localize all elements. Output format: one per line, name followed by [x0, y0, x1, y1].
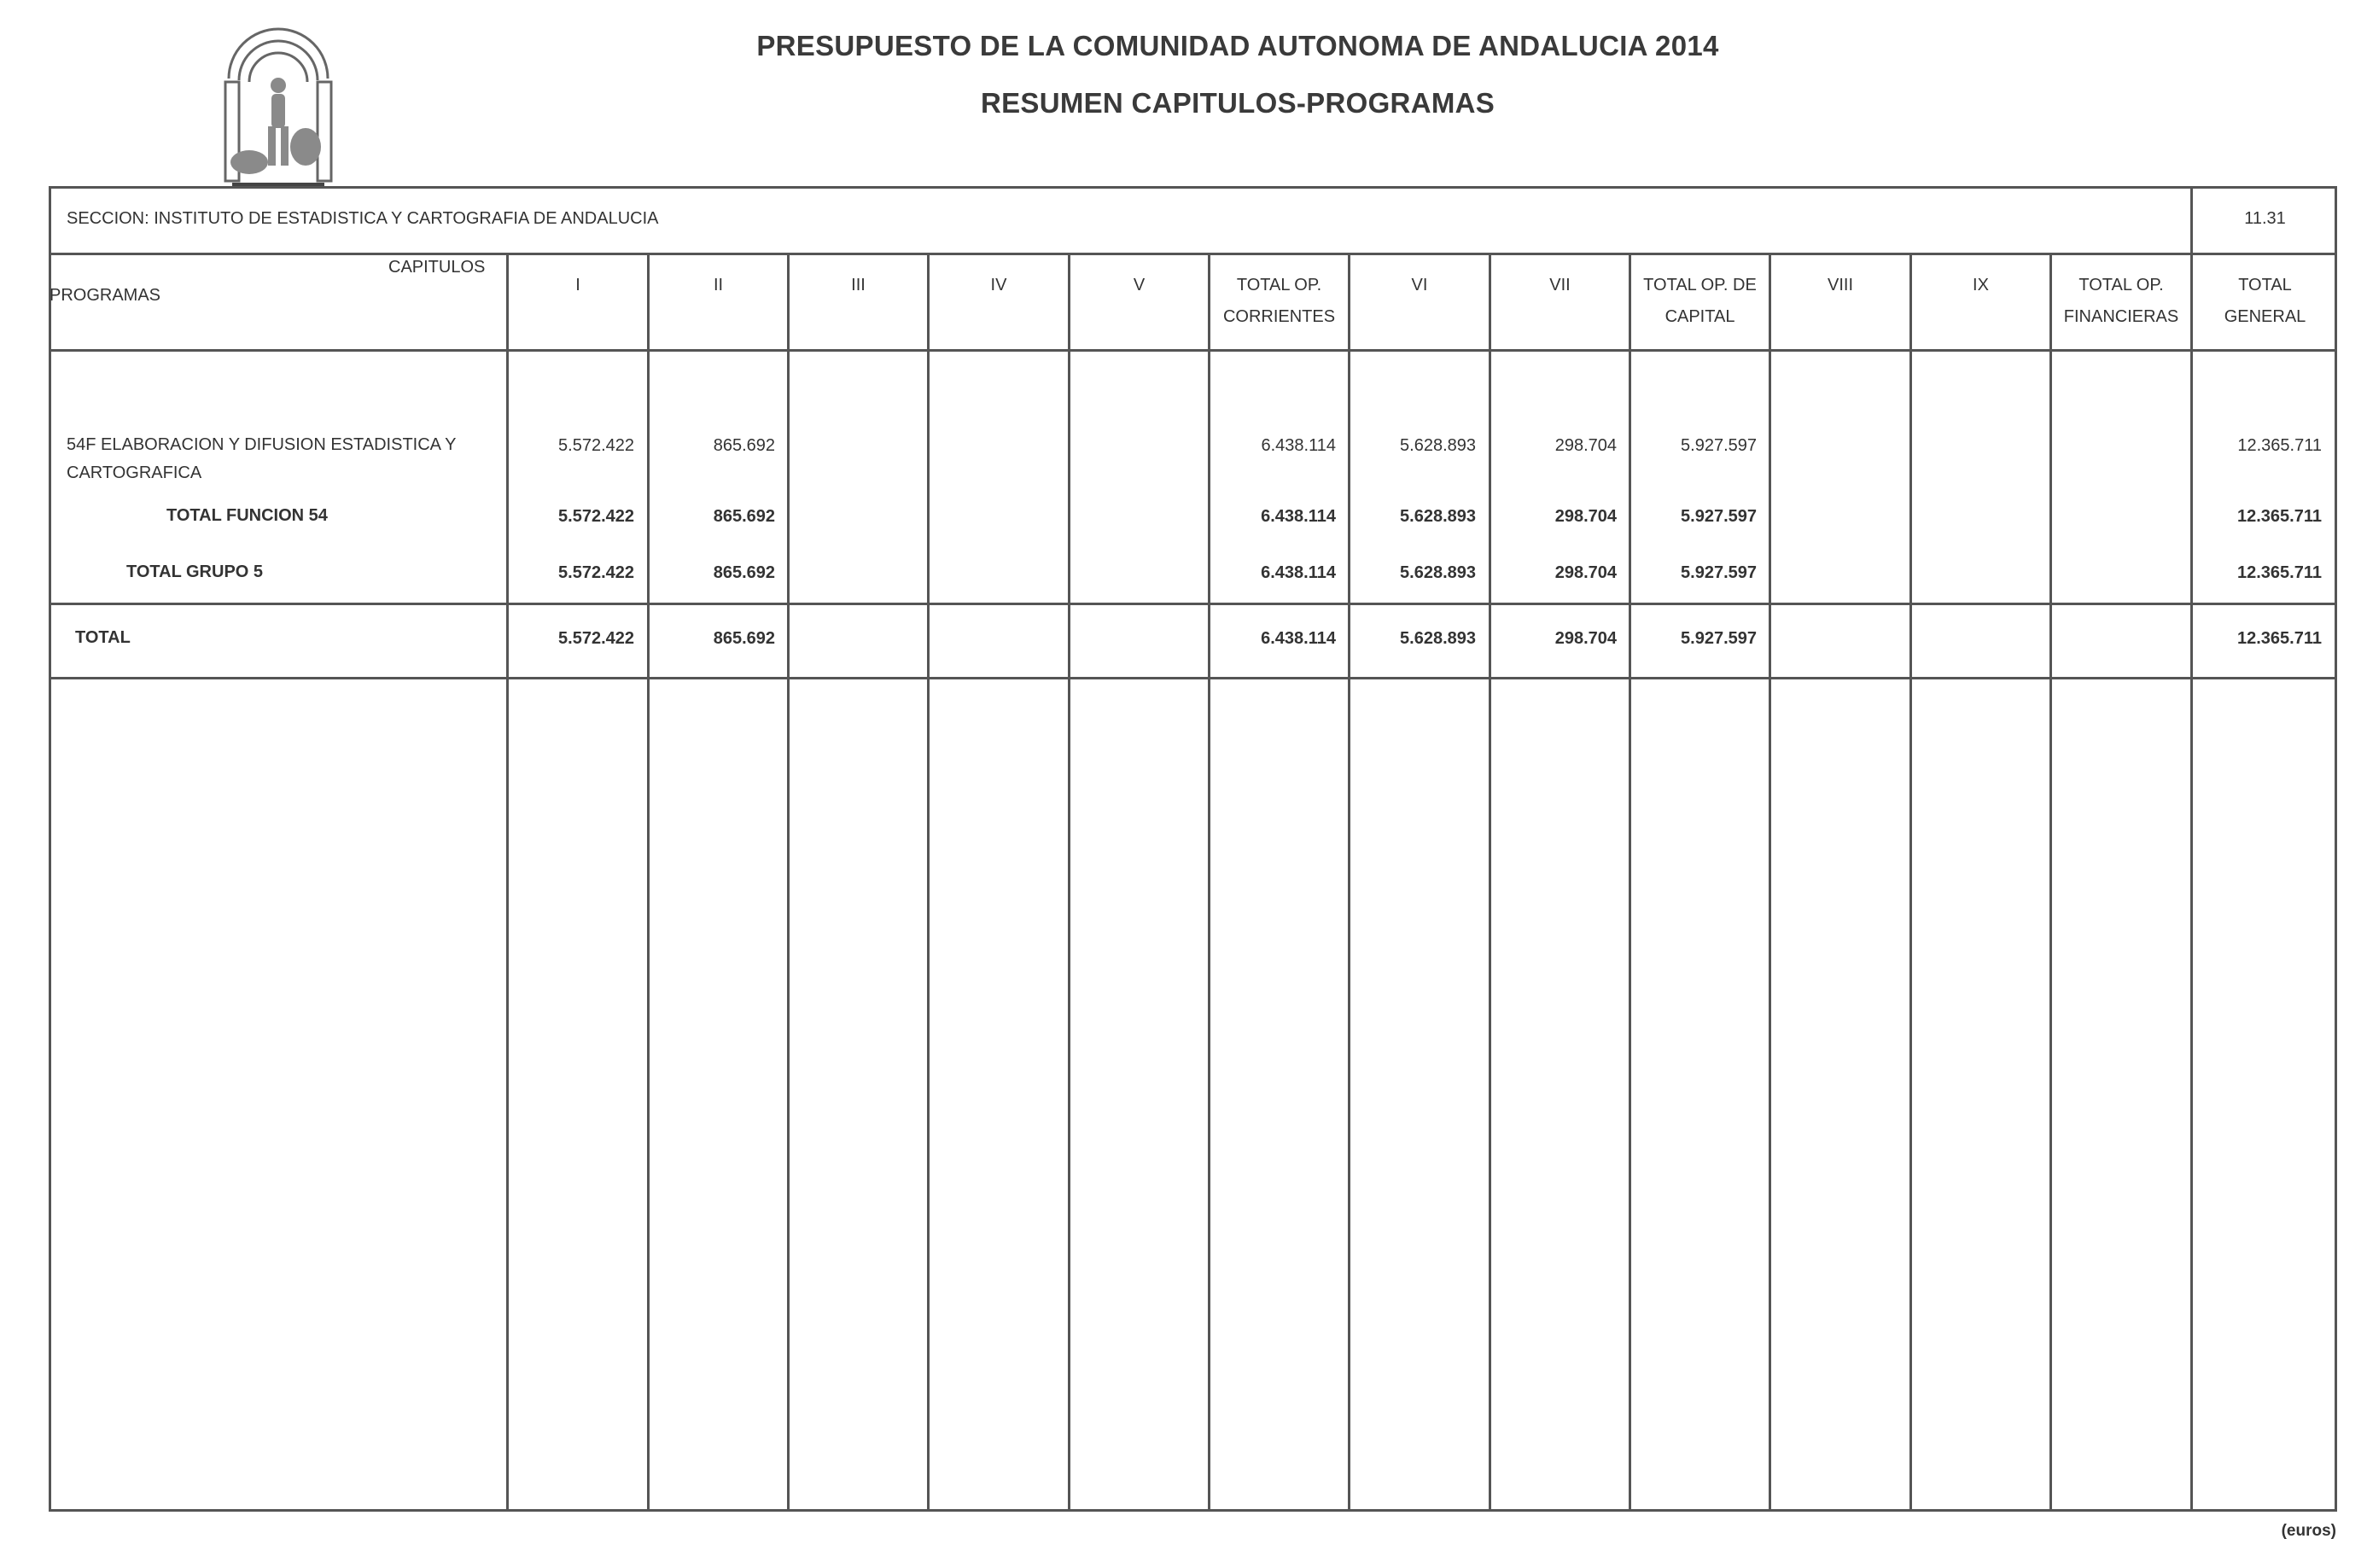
- column-header-viii: VIII: [1827, 276, 1853, 294]
- column-divider: [787, 253, 790, 1512]
- column-divider: [927, 253, 930, 1512]
- cell-program-54f-ii: 865.692: [713, 436, 775, 455]
- column-header-total-op-financieras: TOTAL OP. FINANCIERAS: [2063, 276, 2179, 326]
- column-header-v: V: [1133, 276, 1146, 294]
- total-row-top-divider: [49, 603, 2337, 605]
- section-label: SECCION: INSTITUTO DE ESTADISTICA Y CARTOGRAFIA DE ANDALUCIA: [67, 209, 659, 228]
- cell-total-grupo-vi: 5.628.893: [1400, 563, 1476, 582]
- cell-program-54f-i: 5.572.422: [558, 436, 634, 455]
- column-header-i: I: [575, 276, 580, 294]
- cell-total-funcion-ii: 865.692: [713, 507, 775, 526]
- cell-total-funcion-total-general: 12.365.711: [2237, 507, 2322, 526]
- cell-total-ii: 865.692: [713, 629, 775, 648]
- row-label-total-funcion-54: TOTAL FUNCION 54: [166, 506, 328, 525]
- column-header-vii: VII: [1549, 276, 1571, 294]
- cell-total-grupo-total-general: 12.365.711: [2237, 563, 2322, 582]
- column-header-total-general: TOTAL GENERAL: [2224, 276, 2306, 326]
- section-code: 11.31: [2244, 209, 2286, 228]
- cell-total-funcion-vi: 5.628.893: [1400, 507, 1476, 526]
- cell-total-total-op-corrientes: 6.438.114: [1261, 629, 1336, 648]
- cell-program-54f-total-op-de-capital: 5.927.597: [1681, 436, 1757, 455]
- cell-total-funcion-total-op-corrientes: 6.438.114: [1261, 507, 1336, 526]
- page-title: PRESUPUESTO DE LA COMUNIDAD AUTONOMA DE ANDALUCIA 2014: [756, 30, 1719, 61]
- cell-total-grupo-i: 5.572.422: [558, 563, 634, 582]
- cell-program-54f-total-general: 12.365.711: [2237, 436, 2322, 455]
- cell-total-vi: 5.628.893: [1400, 629, 1476, 648]
- cell-program-54f-vi: 5.628.893: [1400, 436, 1476, 455]
- column-divider: [1909, 253, 1912, 1512]
- cell-total-grupo-total-op-corrientes: 6.438.114: [1261, 563, 1336, 582]
- cell-total-total-general: 12.365.711: [2237, 629, 2322, 648]
- column-header-vi: VI: [1411, 276, 1428, 294]
- column-divider: [2190, 253, 2193, 1512]
- corner-header-capitulos: CAPITULOS: [388, 258, 486, 277]
- column-header-iii: III: [851, 276, 866, 294]
- column-header-total-op-corrientes: TOTAL OP. CORRIENTES: [1222, 276, 1336, 326]
- corner-header-programas: PROGRAMAS: [50, 286, 161, 305]
- row-label-total-grupo-5: TOTAL GRUPO 5: [126, 562, 264, 581]
- budget-table: [49, 186, 2337, 1512]
- cell-program-54f-total-op-corrientes: 6.438.114: [1261, 436, 1336, 455]
- total-row-bottom-divider: [49, 677, 2337, 679]
- andalucia-coat-of-arms-icon: [220, 19, 336, 189]
- column-header-ix: IX: [1973, 276, 1989, 294]
- cell-total-funcion-i: 5.572.422: [558, 507, 634, 526]
- cell-program-54f-vii: 298.704: [1554, 436, 1617, 455]
- cell-total-total-op-de-capital: 5.927.597: [1681, 629, 1757, 648]
- column-divider: [2049, 253, 2052, 1512]
- column-header-total-op-de-capital: TOTAL OP. DE CAPITAL: [1643, 276, 1757, 326]
- column-header-iv: IV: [990, 276, 1007, 294]
- row-label-total: TOTAL: [75, 628, 131, 647]
- header-row-divider: [49, 349, 2337, 352]
- column-divider: [1068, 253, 1070, 1512]
- cell-total-grupo-vii: 298.704: [1554, 563, 1617, 582]
- cell-total-funcion-total-op-de-capital: 5.927.597: [1681, 507, 1757, 526]
- cell-total-funcion-vii: 298.704: [1554, 507, 1617, 526]
- row-label-program-54f: 54F ELABORACION Y DIFUSION ESTADISTICA Y CARTOGRAFICA: [67, 435, 457, 482]
- cell-total-grupo-ii: 865.692: [713, 563, 775, 582]
- page-subtitle: RESUMEN CAPITULOS-PROGRAMAS: [980, 87, 1495, 119]
- cell-total-vii: 298.704: [1554, 629, 1617, 648]
- currency-unit-note: (euros): [2281, 1522, 2336, 1540]
- cell-total-i: 5.572.422: [558, 629, 634, 648]
- column-header-ii: II: [713, 276, 724, 294]
- column-divider: [1769, 253, 1771, 1512]
- cell-total-grupo-total-op-de-capital: 5.927.597: [1681, 563, 1757, 582]
- section-row-divider: [49, 253, 2337, 255]
